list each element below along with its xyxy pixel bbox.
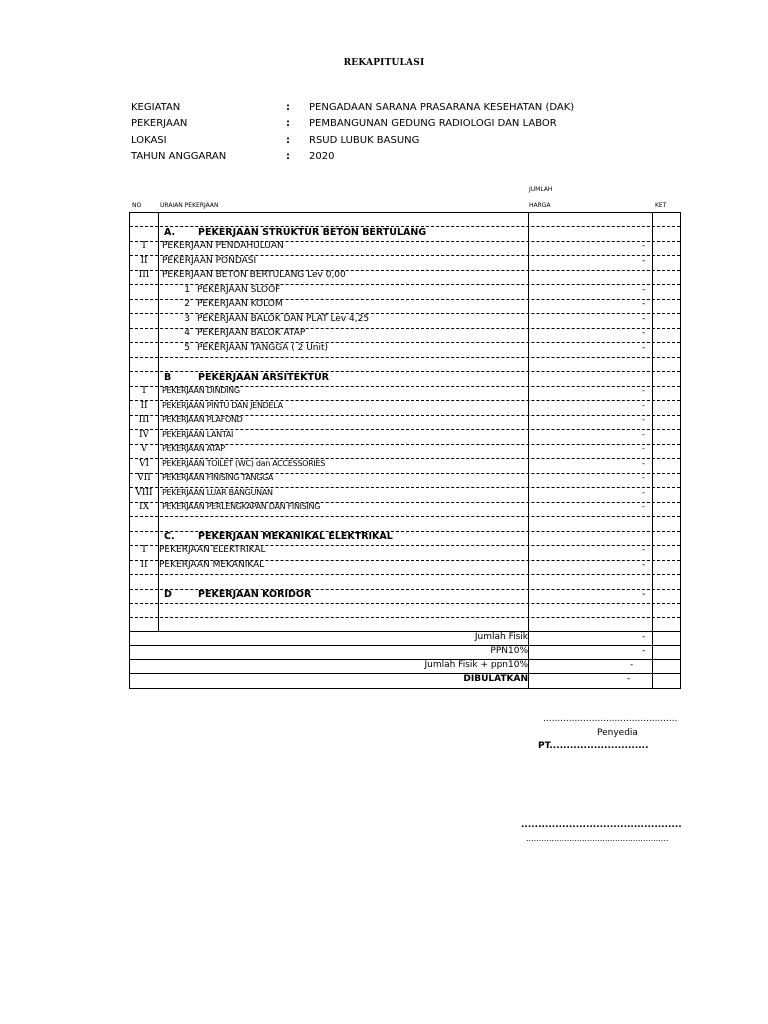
header-ket: KET — [655, 202, 667, 209]
signature-company: PT............................. — [538, 741, 649, 751]
summary-value: - — [642, 646, 646, 656]
row-divider — [130, 603, 680, 604]
row-price: - — [642, 299, 646, 309]
header-no: NO — [132, 202, 142, 209]
row-number: I — [142, 386, 146, 396]
summary-label: Jumlah Fisik — [474, 632, 528, 642]
subrow-description: PEKERJAAN KOLOM — [197, 299, 283, 309]
row-number: II — [140, 401, 148, 411]
header-uraian: URAIAN PEKERJAAN — [160, 202, 219, 209]
info-colon: : — [286, 151, 290, 162]
row-price: - — [642, 401, 645, 410]
section-title: PEKERJAAN KORIDOR — [198, 589, 312, 600]
row-number: IX — [139, 502, 149, 512]
info-colon: : — [286, 102, 290, 113]
row-divider — [130, 357, 680, 358]
table-row — [130, 415, 680, 429]
signature-id-line: ........................................................ — [526, 834, 669, 843]
header-harga: HARGA — [529, 202, 551, 209]
section-letter: B — [164, 372, 172, 383]
summary-label: DIBULATKAN — [463, 674, 528, 684]
subrow-number: 4 — [184, 328, 190, 338]
row-price: - — [642, 502, 645, 511]
row-description: PEKERJAAN LANTAI — [162, 430, 234, 439]
table-row — [130, 560, 680, 574]
row-price: - — [642, 328, 646, 338]
section-letter: A. — [164, 227, 176, 238]
info-value: 2020 — [309, 151, 335, 162]
table-row — [130, 241, 680, 255]
info-colon: : — [286, 135, 290, 146]
table-row — [130, 502, 680, 516]
row-divider — [130, 574, 680, 575]
row-number: VII — [137, 473, 151, 483]
section-letter: D — [164, 589, 172, 600]
row-description: PEKERJAAN ELEKTRIKAL — [159, 545, 266, 555]
table-row — [130, 459, 680, 473]
row-price: - — [642, 314, 646, 324]
table-row — [130, 270, 680, 284]
row-number: I — [142, 241, 146, 251]
table-row — [130, 256, 680, 270]
row-description: PEKERJAAN ATAP — [162, 444, 225, 453]
document-title: REKAPITULASI — [343, 58, 425, 68]
row-price: - — [642, 545, 646, 555]
subrow-description: PEKERJAAN BALOK ATAP — [197, 328, 306, 338]
subrow-number: 1 — [184, 285, 190, 295]
row-divider — [130, 617, 680, 618]
section-title: PEKERJAAN MEKANIKAL ELEKTRIKAL — [198, 531, 393, 542]
signature-dots-top: ............................................... — [543, 714, 678, 724]
subrow-description: PEKERJAAN SLOOF — [197, 285, 281, 295]
section-letter: C. — [164, 531, 175, 542]
row-description: PEKERJAAN PENDAHULUAN — [162, 241, 284, 251]
row-price: - — [642, 415, 645, 424]
row-number: V — [140, 444, 148, 454]
row-number: IV — [138, 430, 150, 440]
row-description: PEKERJAAN PERLENGKAPAN DAN FINISING — [162, 502, 321, 511]
summary-row — [130, 646, 680, 660]
section-title: PEKERJAAN STRUKTUR BETON BERTULANG — [198, 227, 427, 238]
info-label: LOKASI — [131, 135, 167, 146]
summary-row — [130, 632, 680, 646]
row-number: I — [142, 545, 146, 555]
summary-label: Jumlah Fisik + ppn10% — [424, 660, 528, 670]
row-number: II — [140, 560, 148, 570]
table-subrow — [130, 299, 680, 313]
info-value: PEMBANGUNAN GEDUNG RADIOLOGI DAN LABOR — [309, 118, 557, 129]
recap-table — [129, 212, 681, 689]
summary-value: - — [630, 660, 634, 670]
info-value: PENGADAAN SARANA PRASARANA KESEHATAN (DAK) — [309, 102, 575, 113]
table-row — [130, 386, 680, 400]
row-description: PEKERJAAN DINDING — [162, 386, 240, 395]
row-price: - — [642, 444, 645, 453]
info-colon: : — [286, 118, 290, 129]
row-description: PEKERJAAN PONDASI — [162, 256, 257, 266]
row-description: PEKERJAAN LUAR BANGUNAN — [162, 488, 273, 497]
row-price: - — [642, 343, 646, 353]
row-divider — [130, 516, 680, 517]
section-title: PEKERJAAN ARSITEKTUR — [198, 372, 330, 383]
row-price: - — [642, 560, 646, 570]
info-label: TAHUN ANGGARAN — [131, 151, 227, 162]
table-subrow — [130, 343, 680, 357]
row-price: - — [642, 386, 645, 395]
row-number: VI — [138, 459, 150, 469]
row-price: - — [642, 459, 645, 468]
row-description: PEKERJAAN MEKANIKAL — [159, 560, 265, 570]
section-c-heading — [130, 531, 680, 545]
info-label: PEKERJAAN — [131, 118, 188, 129]
row-description: PEKERJAAN FINISING TANGGA — [162, 473, 274, 482]
table-row — [130, 444, 680, 458]
row-description: PEKERJAAN BETON BERTULANG Lev 0,00 — [162, 270, 346, 280]
subrow-number: 2 — [184, 299, 190, 309]
table-row — [130, 545, 680, 559]
table-row — [130, 401, 680, 415]
section-d-heading — [130, 589, 680, 603]
row-price: - — [642, 589, 646, 600]
row-price: - — [642, 285, 646, 295]
row-description: PEKERJAAN PLAFOND — [162, 415, 243, 424]
header-jumlah: JUMLAH — [529, 186, 553, 193]
signature-role: Penyedia — [597, 728, 638, 738]
row-description: PEKERJAAN TOILET (WC) dan ACCESSORIES — [162, 459, 325, 468]
row-number: VIII — [135, 488, 153, 498]
summary-value: - — [642, 632, 646, 642]
row-price: - — [642, 241, 646, 251]
row-price: - — [642, 488, 645, 497]
row-price: - — [642, 256, 646, 266]
table-subrow — [130, 285, 680, 299]
table-subrow — [130, 328, 680, 342]
subrow-number: 5 — [184, 343, 190, 353]
row-description: PEKERJAAN PINTU DAN JENDELA — [162, 401, 283, 410]
summary-row — [130, 674, 680, 688]
section-b-heading — [130, 372, 680, 386]
summary-value: - — [627, 674, 631, 684]
info-label: KEGIATAN — [131, 102, 181, 113]
subrow-number: 3 — [184, 314, 190, 324]
signature-name-line: ............................................... — [521, 820, 682, 830]
section-a-heading — [130, 227, 680, 241]
table-subrow — [130, 314, 680, 328]
row-price: - — [642, 430, 645, 439]
info-value: RSUD LUBUK BASUNG — [309, 135, 420, 146]
subrow-description: PEKERJAAN TANGGA ( 2 Unit) — [197, 343, 329, 353]
subrow-description: PEKERJAAN BALOK DAN PLAT Lev 4,25 — [197, 314, 370, 324]
table-row — [130, 473, 680, 487]
table-row — [130, 488, 680, 502]
table-row — [130, 430, 680, 444]
summary-row — [130, 660, 680, 674]
row-number: II — [140, 256, 148, 266]
row-number: III — [138, 415, 150, 425]
summary-label: PPN10% — [490, 646, 528, 656]
row-price: - — [642, 473, 645, 482]
row-number: III — [138, 270, 150, 280]
